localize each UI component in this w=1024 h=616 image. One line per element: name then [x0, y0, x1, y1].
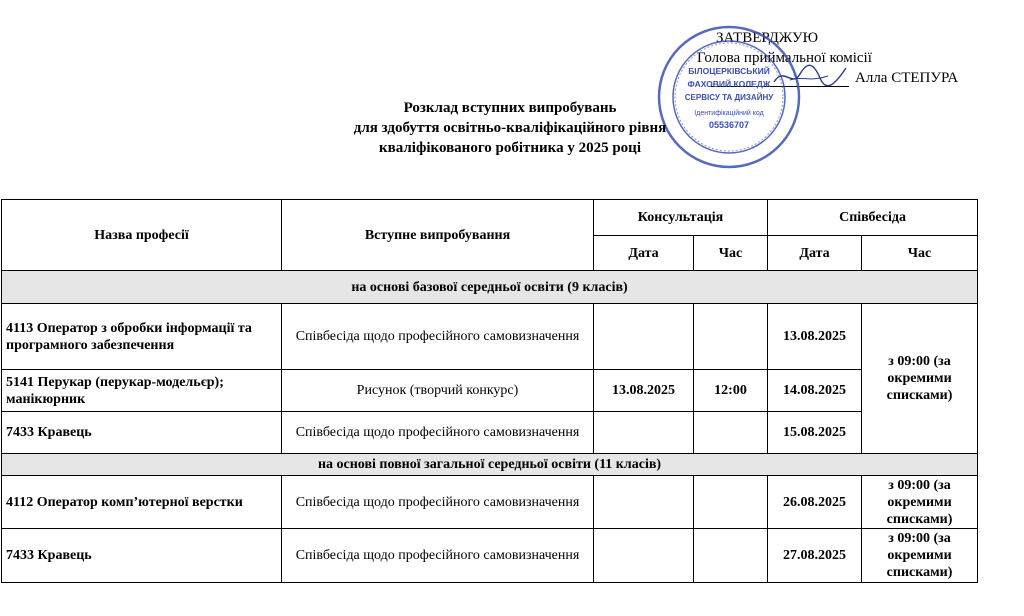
header-consultation: Консультація — [594, 200, 768, 236]
int-date-cell: 26.08.2025 — [768, 476, 862, 529]
document-title — [300, 98, 720, 158]
cons-time-cell — [694, 412, 768, 454]
section-row — [2, 454, 978, 476]
title-line1: Розклад вступних випробувань — [403, 100, 617, 116]
cons-time-cell — [694, 529, 768, 583]
shared-time-cell: з 09:00 (за окремими списками) — [862, 304, 978, 454]
cons-date-cell — [594, 476, 694, 529]
stamp-line1: БІЛОЦЕРКІВСЬКИЙ — [688, 66, 770, 76]
stamp-line5: 05536707 — [708, 120, 750, 130]
approval-block — [0, 0, 1024, 100]
table-row — [2, 476, 978, 529]
table-row — [2, 304, 978, 370]
int-time-cell: з 09:00 (за окремими списками) — [862, 476, 978, 529]
section2-title: на основі повної загальної середньої освіти (11 класів) — [2, 454, 978, 476]
test-cell: Співбесіда щодо професійного самовизначення — [282, 304, 594, 370]
int-time-cell: з 09:00 (за окремими списками) — [862, 529, 978, 583]
cons-date-cell — [594, 529, 694, 583]
profession-cell: 7433 Кравець — [2, 529, 282, 583]
approval-name: Алла СТЕПУРА — [855, 70, 959, 86]
signature-scribble — [770, 60, 850, 90]
header-cons-time: Час — [694, 236, 768, 271]
cons-date-cell — [594, 412, 694, 454]
header-int-time: Час — [862, 236, 978, 271]
profession-cell: 7433 Кравець — [2, 412, 282, 454]
stamp-line4: Ідентифікаційний код — [694, 110, 764, 117]
cons-date-cell — [594, 304, 694, 370]
header-test: Вступне випробування — [282, 200, 594, 271]
header-interview: Співбесіда — [768, 200, 978, 236]
schedule-table — [1, 199, 978, 583]
title-line3: кваліфікованого робітника у 2025 році — [379, 140, 641, 156]
section-row — [2, 271, 978, 304]
approval-position: Голова приймальної комісії — [697, 50, 872, 66]
table-row — [2, 370, 978, 412]
int-date-cell: 13.08.2025 — [768, 304, 862, 370]
test-cell: Співбесіда щодо професійного самовизначення — [282, 412, 594, 454]
table-row — [2, 529, 978, 583]
profession-cell: 5141 Перукар (перукар-модельєр); манікюрник — [2, 370, 282, 412]
cons-date-cell: 13.08.2025 — [594, 370, 694, 412]
cons-time-cell — [694, 304, 768, 370]
header-int-date: Дата — [768, 236, 862, 271]
test-cell: Рисунок (творчий конкурс) — [282, 370, 594, 412]
test-cell: Співбесіда щодо професійного самовизначення — [282, 476, 594, 529]
profession-cell: 4112 Оператор комп’ютерної верстки — [2, 476, 282, 529]
int-date-cell: 15.08.2025 — [768, 412, 862, 454]
table-row — [2, 412, 978, 454]
profession-cell: 4113 Оператор з обробки інформації та програмного забезпечення — [2, 304, 282, 370]
header-row-1 — [2, 200, 978, 236]
cons-time-cell — [694, 476, 768, 529]
int-date-cell: 14.08.2025 — [768, 370, 862, 412]
stamp-line3: СЕРВІСУ ТА ДИЗАЙНУ — [684, 93, 774, 102]
header-cons-date: Дата — [594, 236, 694, 271]
test-cell: Співбесіда щодо професійного самовизначення — [282, 529, 594, 583]
approval-word: ЗАТВЕРДЖУЮ — [716, 30, 819, 46]
title-line2: для здобуття освітньо-кваліфікаційного рівня — [353, 120, 667, 136]
section1-title: на основі базової середньої освіти (9 класів) — [2, 271, 978, 304]
header-profession: Назва професії — [2, 200, 282, 271]
int-date-cell: 27.08.2025 — [768, 529, 862, 583]
cons-time-cell: 12:00 — [694, 370, 768, 412]
stamp-line2: ФАХОВИЙ КОЛЕДЖ — [687, 79, 771, 89]
